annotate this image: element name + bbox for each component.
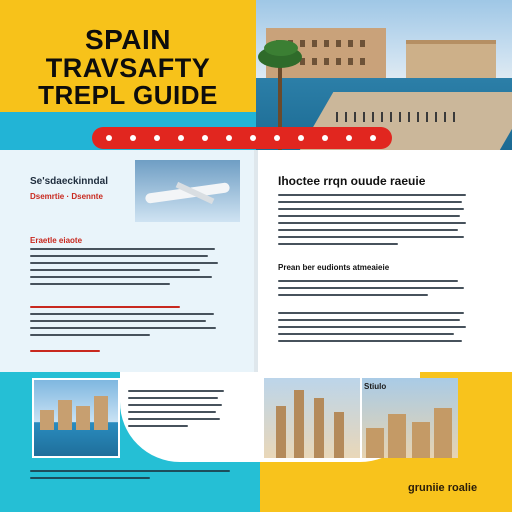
right-heading: Ihoctee rrqn ouude raeuie bbox=[278, 174, 426, 188]
left-caption bbox=[30, 350, 110, 357]
fortress bbox=[406, 40, 496, 82]
bottom-left-text bbox=[30, 470, 240, 484]
title-line-3: TREPL GUIDE bbox=[38, 80, 218, 110]
gallery-caption-text bbox=[128, 390, 228, 432]
title-line-1: SPAIN bbox=[85, 24, 171, 55]
left-subheading: Dsemrtie · Dsennte bbox=[30, 192, 103, 201]
airplane-photo bbox=[135, 160, 240, 222]
right-body-text-3 bbox=[278, 312, 468, 347]
column-divider bbox=[254, 150, 258, 372]
red-dotted-banner bbox=[92, 127, 392, 149]
footer-text: gruniie roalie bbox=[408, 482, 478, 494]
title-line-2: TRAVSAFTY bbox=[45, 53, 211, 83]
people bbox=[336, 112, 456, 122]
left-body-text bbox=[30, 248, 220, 290]
city-photo-label: Stiulo bbox=[364, 382, 387, 391]
right-subheading: Prean ber eudionts atmeaieie bbox=[278, 263, 390, 272]
harbor-photo bbox=[32, 378, 120, 458]
right-body-text-2 bbox=[278, 280, 468, 301]
left-section-heading: Eraetle eiaote bbox=[30, 236, 83, 245]
cathedral-photo bbox=[264, 378, 360, 458]
left-heading: Se'sdaeckinndal bbox=[30, 176, 108, 187]
right-body-text bbox=[278, 194, 468, 250]
left-body-text-2 bbox=[30, 306, 220, 341]
